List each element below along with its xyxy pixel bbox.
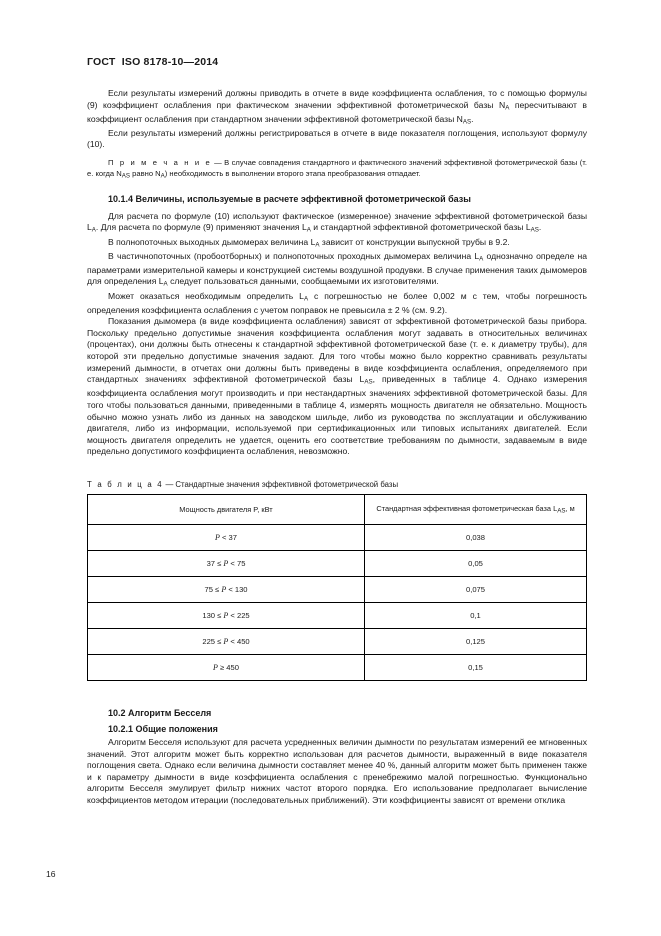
range-var: P — [221, 584, 227, 594]
cell-base-value: 0,05 — [365, 550, 587, 576]
range-pre: 130 ≤ — [202, 610, 224, 620]
col1-text-a: Стандартная эффективная фотометрическая база L — [376, 504, 558, 514]
heading-10-2-1: 10.2.1 Общие положения — [108, 723, 218, 734]
paragraph-attenuation-report — [87, 88, 587, 128]
paragraph-bessel-general: Алгоритм Бесселя используют для расчета усредненных величин дымности по результатам измерений ее мгновенных значений. Этот алгоритм может быть корректно использован для расчетов дымности, выраженный в виде показателя поглощения света. Однако если величина дымности составляет менее 40 %, данный алгоритм может быть применен также и к параметру дымности в виде коэффициента ослабления с пренебрежимо малой погрешностью. Функционально алгоритм Бесселя эмулирует фильтр нижних частот второго порядка. Его использование предполагает вычисление коэффициентов методом итерации (последовательных приближений). Эти коэффициенты зависят от времени отклика — [87, 736, 587, 805]
note-block — [87, 158, 587, 182]
col1-subscript: AS — [557, 507, 566, 515]
section-10-2 — [87, 707, 587, 807]
range-pre: 37 ≤ — [206, 558, 224, 568]
cell-power-range — [88, 654, 365, 680]
paragraph-smokemeter-readings — [87, 316, 587, 458]
range-var: P — [215, 532, 220, 542]
table-caption-title: Стандартные значения эффективной фотометрической базы — [175, 479, 399, 489]
subscript-as: AS — [364, 378, 373, 386]
range-var: P — [223, 636, 229, 646]
cell-base-value: 0,1 — [365, 602, 587, 628]
col1-text-b: , м — [565, 504, 575, 514]
note-subscript-a: A — [160, 172, 165, 180]
subscript-a: A — [505, 104, 510, 112]
cell-base-value: 0,075 — [365, 576, 587, 602]
note-subscript-as: AS — [121, 172, 131, 180]
table-4 — [87, 494, 587, 681]
subscript-a: A — [91, 226, 96, 234]
cell-base-value: 0,125 — [365, 628, 587, 654]
table-row — [88, 602, 587, 628]
table-caption-label: Т а б л и ц а 4 — [87, 479, 164, 489]
cell-power-range — [88, 524, 365, 550]
table-row — [88, 524, 587, 550]
text-b: однозначно определе на параметрами измерительной камеры и конструкцией системы воздушной продувки. В случае применения таких дымомеров для определения L — [87, 250, 587, 287]
table-row — [88, 628, 587, 654]
text-c: следует пользоваться данными, сообщаемыми их изготовителями. — [167, 276, 439, 287]
subscript-as: AS — [530, 226, 539, 234]
text-b: , приведенных в таблице 4. Однако измерения коэффициента ослабления могут производить и при нестандартных значениях эффективной фотометрической базы. Для того чтобы пользоваться данными, приведенными в таблице 4, измерять мощность двигателя не обязательно. Мощность обычно можно узнать либо из данных на заводском шильде, либо из руководства по эксплуатации и обслуживанию двигателя, либо из информации, используемой при сертификационных или типовых испытаниях двигателей. Если мощность двигателя определить не удается, оценить его соответствие требованиям по дымности, задаваемым в виде предельно допустимого коэффициента ослабления, невозможно. — [87, 374, 587, 457]
table-row — [88, 654, 587, 680]
subscript-a-2: A — [306, 226, 311, 234]
paragraph-absorption-report: Если результаты измерений должны регистрироваться в отчете в виде показателя поглощения, используют формулу (10). — [87, 127, 587, 150]
cell-power-range — [88, 602, 365, 628]
table-4-caption — [87, 480, 587, 489]
text-d: . — [538, 222, 542, 233]
cell-power-range — [88, 550, 365, 576]
page-number: 16 — [46, 869, 56, 879]
paragraph-quantities-1 — [87, 211, 587, 237]
range-var: P — [213, 662, 218, 672]
column-header-power — [88, 494, 365, 524]
para-text-end: . — [471, 113, 474, 124]
paragraph-accuracy — [87, 291, 587, 317]
table-caption-dash: — — [163, 479, 176, 489]
range-post: < 450 — [228, 636, 250, 646]
cell-base-value: 0,038 — [365, 524, 587, 550]
table-row — [88, 550, 587, 576]
range-post: ≥ 450 — [217, 662, 239, 672]
text-b: зависит от конструкции выпускной трубы в 9.2. — [319, 236, 510, 247]
note-text-a: В случае совпадения стандартного и фактического значений эффективной фотометрической базы (т. е. когда N — [87, 158, 587, 178]
table-header-row — [88, 494, 587, 524]
text-a: Для расчета по формуле (10) используют фактическое (измеренное) значение эффективной фотометрической базы L — [87, 210, 587, 233]
cell-power-range — [88, 628, 365, 654]
col0-text-b: , кВт — [257, 504, 273, 514]
text-b: с погрешностью не более 0,002 м с тем, чтобы погрешность определения коэффициента ослабления с учетом поправок не превысила ± 2 % (см. 9.2). — [87, 290, 587, 315]
text-a: В полнопоточных выходных дымомерах величина L — [108, 236, 316, 247]
note-label: П р и м е ч а н и е — [108, 158, 212, 168]
column-header-photometric-base — [365, 494, 587, 524]
note-dash: — — [211, 158, 225, 168]
table-row — [88, 576, 587, 602]
range-var: P — [223, 610, 229, 620]
text-b: . Для расчета по формуле (9) применяют значения L — [95, 222, 307, 233]
table-head — [88, 494, 587, 524]
note-text-c: ) необходимость в выполнении второго этапа преобразования отпадает. — [164, 168, 421, 178]
range-pre: 225 ≤ — [202, 636, 224, 646]
text-a: В частичнопоточных (пробоотборных) и полнопоточных проходных дымомерах величина L — [108, 250, 480, 261]
para-text: Если результаты измерений должны приводить в отчете в виде коэффициента ослабления, то с помощью формулы (9) коэффициент ослабления при фактическом значении эффективной фотометрической базы N — [87, 88, 587, 110]
page-content — [87, 56, 587, 807]
paragraph-full-flow — [87, 237, 587, 251]
heading-10-2: 10.2 Алгоритм Бесселя — [108, 707, 212, 718]
subscript-a: A — [479, 255, 484, 263]
subscript-a: A — [315, 241, 320, 249]
cell-base-value: 0,15 — [365, 654, 587, 680]
range-post: < 75 — [228, 558, 246, 568]
range-var: P — [223, 558, 229, 568]
table-body — [88, 524, 587, 680]
range-post: < 37 — [219, 532, 237, 542]
paragraph-partial-flow — [87, 251, 587, 291]
subscript-a: A — [303, 295, 309, 303]
running-header: ГОСТ ISO 8178-10—2014 — [87, 56, 219, 68]
text-a: Может оказаться необходимым определить L — [108, 290, 304, 301]
cell-power-range — [88, 576, 365, 602]
text-c: и стандартной эффективной фотометрической базы L — [310, 222, 531, 233]
para-text-cont: пересчитывают в коэффициент ослабления при стандартном значении эффективной фотометрической базы N — [87, 99, 587, 124]
subscript-as: AS — [462, 118, 472, 126]
range-pre: 75 ≤ — [204, 584, 222, 594]
subscript-a-2: A — [163, 280, 168, 288]
note-text-b: равно N — [130, 168, 161, 178]
range-post: < 130 — [226, 584, 248, 594]
heading-10-1-4: 10.1.4 Величины, используемые в расчете эффективной фотометрической базы — [108, 193, 471, 204]
col0-text-a: Мощность двигателя P — [179, 504, 258, 514]
range-post: < 225 — [228, 610, 250, 620]
text-a: Показания дымомера (в виде коэффициента ослабления) зависят от эффективной фотометрической базы прибора. Поскольку предельно допустимые значения коэффициента ослабления могут задавать в относительных величинах (процентах), они должны быть отнесены к стандартной эффективной фотометрической базе (т. е. к диаметру трубы), для которой эти предельно допустимые значения задают. Для того чтобы можно было корректно сравнивать результаты измерений дымности, в отчетах они должны быть приведены в виде коэффициента ослабления, определяемого при стандартных значениях эффективной фотометрической базы L — [87, 316, 587, 385]
